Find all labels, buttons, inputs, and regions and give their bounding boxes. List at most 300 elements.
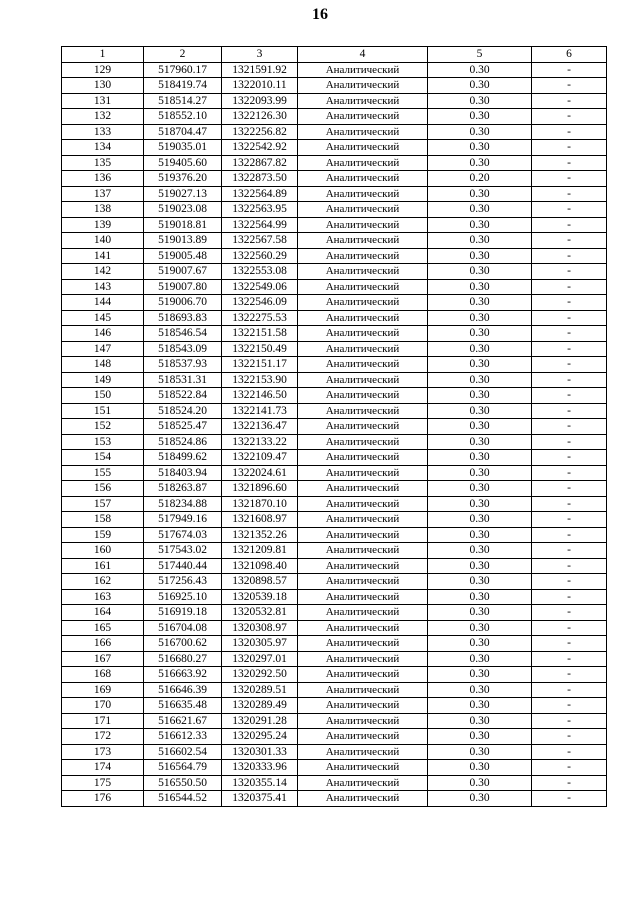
- y-coordinate-cell: 1321608.97: [222, 512, 298, 528]
- method-cell: Аналитический: [298, 388, 428, 404]
- table-row: [62, 217, 607, 233]
- accuracy-cell: 0.30: [428, 419, 532, 435]
- note-cell: -: [532, 78, 607, 94]
- table-row: [62, 620, 607, 636]
- accuracy-cell: 0.30: [428, 481, 532, 497]
- point-number-cell: 163: [62, 589, 144, 605]
- method-cell: Аналитический: [298, 279, 428, 295]
- note-cell: -: [532, 450, 607, 466]
- table-row: [62, 124, 607, 140]
- point-number-cell: 165: [62, 620, 144, 636]
- table-header-row: [62, 47, 607, 63]
- method-cell: Аналитический: [298, 326, 428, 342]
- point-number-cell: 166: [62, 636, 144, 652]
- accuracy-cell: 0.20: [428, 171, 532, 187]
- x-coordinate-cell: 516564.79: [144, 760, 222, 776]
- point-number-cell: 136: [62, 171, 144, 187]
- x-coordinate-cell: 516635.48: [144, 698, 222, 714]
- accuracy-cell: 0.30: [428, 341, 532, 357]
- x-coordinate-cell: 516646.39: [144, 682, 222, 698]
- accuracy-cell: 0.30: [428, 217, 532, 233]
- method-cell: Аналитический: [298, 651, 428, 667]
- table-row: [62, 233, 607, 249]
- x-coordinate-cell: 516544.52: [144, 791, 222, 807]
- note-cell: -: [532, 140, 607, 156]
- note-cell: -: [532, 388, 607, 404]
- method-cell: Аналитический: [298, 605, 428, 621]
- y-coordinate-cell: 1322564.99: [222, 217, 298, 233]
- y-coordinate-cell: 1322256.82: [222, 124, 298, 140]
- point-number-cell: 142: [62, 264, 144, 280]
- method-cell: Аналитический: [298, 109, 428, 125]
- table-row: [62, 326, 607, 342]
- note-cell: -: [532, 775, 607, 791]
- method-cell: Аналитический: [298, 481, 428, 497]
- accuracy-cell: 0.30: [428, 527, 532, 543]
- method-cell: Аналитический: [298, 775, 428, 791]
- y-coordinate-cell: 1322141.73: [222, 403, 298, 419]
- column-header: 1: [62, 47, 144, 63]
- accuracy-cell: 0.30: [428, 667, 532, 683]
- point-number-cell: 140: [62, 233, 144, 249]
- note-cell: -: [532, 109, 607, 125]
- table-row: [62, 698, 607, 714]
- point-number-cell: 157: [62, 496, 144, 512]
- y-coordinate-cell: 1322024.61: [222, 465, 298, 481]
- method-cell: Аналитический: [298, 589, 428, 605]
- table-row: [62, 264, 607, 280]
- y-coordinate-cell: 1322563.95: [222, 202, 298, 218]
- accuracy-cell: 0.30: [428, 589, 532, 605]
- point-number-cell: 132: [62, 109, 144, 125]
- x-coordinate-cell: 519007.67: [144, 264, 222, 280]
- point-number-cell: 137: [62, 186, 144, 202]
- table-row: [62, 279, 607, 295]
- x-coordinate-cell: 519006.70: [144, 295, 222, 311]
- x-coordinate-cell: 516550.50: [144, 775, 222, 791]
- accuracy-cell: 0.30: [428, 109, 532, 125]
- point-number-cell: 146: [62, 326, 144, 342]
- method-cell: Аналитический: [298, 78, 428, 94]
- note-cell: -: [532, 357, 607, 373]
- method-cell: Аналитический: [298, 574, 428, 590]
- table-row: [62, 295, 607, 311]
- y-coordinate-cell: 1320898.57: [222, 574, 298, 590]
- note-cell: -: [532, 202, 607, 218]
- table-row: [62, 760, 607, 776]
- note-cell: -: [532, 605, 607, 621]
- table-row: [62, 744, 607, 760]
- note-cell: -: [532, 419, 607, 435]
- note-cell: -: [532, 279, 607, 295]
- x-coordinate-cell: 518525.47: [144, 419, 222, 435]
- table-row: [62, 186, 607, 202]
- method-cell: Аналитический: [298, 295, 428, 311]
- table-row: [62, 341, 607, 357]
- x-coordinate-cell: 516663.92: [144, 667, 222, 683]
- accuracy-cell: 0.30: [428, 775, 532, 791]
- point-number-cell: 143: [62, 279, 144, 295]
- method-cell: Аналитический: [298, 341, 428, 357]
- y-coordinate-cell: 1322546.09: [222, 295, 298, 311]
- point-number-cell: 159: [62, 527, 144, 543]
- accuracy-cell: 0.30: [428, 233, 532, 249]
- y-coordinate-cell: 1320355.14: [222, 775, 298, 791]
- y-coordinate-cell: 1322567.58: [222, 233, 298, 249]
- y-coordinate-cell: 1321098.40: [222, 558, 298, 574]
- method-cell: Аналитический: [298, 434, 428, 450]
- y-coordinate-cell: 1322109.47: [222, 450, 298, 466]
- y-coordinate-cell: 1320308.97: [222, 620, 298, 636]
- accuracy-cell: 0.30: [428, 186, 532, 202]
- x-coordinate-cell: 516621.67: [144, 713, 222, 729]
- table-row: [62, 574, 607, 590]
- accuracy-cell: 0.30: [428, 93, 532, 109]
- y-coordinate-cell: 1322542.92: [222, 140, 298, 156]
- table-row: [62, 357, 607, 373]
- y-coordinate-cell: 1322146.50: [222, 388, 298, 404]
- x-coordinate-cell: 519405.60: [144, 155, 222, 171]
- note-cell: -: [532, 791, 607, 807]
- accuracy-cell: 0.30: [428, 543, 532, 559]
- note-cell: -: [532, 651, 607, 667]
- x-coordinate-cell: 518514.27: [144, 93, 222, 109]
- note-cell: -: [532, 372, 607, 388]
- table-row: [62, 651, 607, 667]
- table-row: [62, 434, 607, 450]
- method-cell: Аналитический: [298, 171, 428, 187]
- table-row: [62, 682, 607, 698]
- x-coordinate-cell: 519013.89: [144, 233, 222, 249]
- table-row: [62, 403, 607, 419]
- x-coordinate-cell: 519023.08: [144, 202, 222, 218]
- note-cell: -: [532, 186, 607, 202]
- x-coordinate-cell: 516700.62: [144, 636, 222, 652]
- accuracy-cell: 0.30: [428, 450, 532, 466]
- column-header: 2: [144, 47, 222, 63]
- table-row: [62, 605, 607, 621]
- method-cell: Аналитический: [298, 667, 428, 683]
- table-row: [62, 729, 607, 745]
- method-cell: Аналитический: [298, 512, 428, 528]
- note-cell: -: [532, 403, 607, 419]
- accuracy-cell: 0.30: [428, 605, 532, 621]
- method-cell: Аналитический: [298, 233, 428, 249]
- accuracy-cell: 0.30: [428, 620, 532, 636]
- method-cell: Аналитический: [298, 543, 428, 559]
- y-coordinate-cell: 1322151.17: [222, 357, 298, 373]
- note-cell: -: [532, 62, 607, 78]
- y-coordinate-cell: 1321352.26: [222, 527, 298, 543]
- table-row: [62, 171, 607, 187]
- method-cell: Аналитический: [298, 372, 428, 388]
- point-number-cell: 133: [62, 124, 144, 140]
- page-number: 16: [312, 6, 328, 23]
- point-number-cell: 138: [62, 202, 144, 218]
- table-row: [62, 62, 607, 78]
- point-number-cell: 160: [62, 543, 144, 559]
- accuracy-cell: 0.30: [428, 310, 532, 326]
- method-cell: Аналитический: [298, 713, 428, 729]
- x-coordinate-cell: 516680.27: [144, 651, 222, 667]
- note-cell: -: [532, 527, 607, 543]
- point-number-cell: 176: [62, 791, 144, 807]
- column-header: 3: [222, 47, 298, 63]
- method-cell: Аналитический: [298, 636, 428, 652]
- y-coordinate-cell: 1322093.99: [222, 93, 298, 109]
- method-cell: Аналитический: [298, 527, 428, 543]
- coordinates-table: [61, 46, 607, 807]
- accuracy-cell: 0.30: [428, 791, 532, 807]
- y-coordinate-cell: 1320333.96: [222, 760, 298, 776]
- method-cell: Аналитический: [298, 682, 428, 698]
- method-cell: Аналитический: [298, 403, 428, 419]
- y-coordinate-cell: 1322560.29: [222, 248, 298, 264]
- note-cell: -: [532, 682, 607, 698]
- point-number-cell: 156: [62, 481, 144, 497]
- table-row: [62, 465, 607, 481]
- column-header: 5: [428, 47, 532, 63]
- note-cell: -: [532, 760, 607, 776]
- table-row: [62, 450, 607, 466]
- method-cell: Аналитический: [298, 155, 428, 171]
- y-coordinate-cell: 1321870.10: [222, 496, 298, 512]
- point-number-cell: 167: [62, 651, 144, 667]
- y-coordinate-cell: 1320539.18: [222, 589, 298, 605]
- table-row: [62, 419, 607, 435]
- accuracy-cell: 0.30: [428, 574, 532, 590]
- x-coordinate-cell: 518524.20: [144, 403, 222, 419]
- note-cell: -: [532, 434, 607, 450]
- y-coordinate-cell: 1322873.50: [222, 171, 298, 187]
- method-cell: Аналитический: [298, 248, 428, 264]
- note-cell: -: [532, 310, 607, 326]
- accuracy-cell: 0.30: [428, 357, 532, 373]
- table-row: [62, 496, 607, 512]
- point-number-cell: 171: [62, 713, 144, 729]
- accuracy-cell: 0.30: [428, 62, 532, 78]
- x-coordinate-cell: 516919.18: [144, 605, 222, 621]
- y-coordinate-cell: 1322010.11: [222, 78, 298, 94]
- method-cell: Аналитический: [298, 93, 428, 109]
- accuracy-cell: 0.30: [428, 326, 532, 342]
- table-row: [62, 78, 607, 94]
- point-number-cell: 169: [62, 682, 144, 698]
- method-cell: Аналитический: [298, 465, 428, 481]
- x-coordinate-cell: 518543.09: [144, 341, 222, 357]
- note-cell: -: [532, 326, 607, 342]
- note-cell: -: [532, 589, 607, 605]
- x-coordinate-cell: 517256.43: [144, 574, 222, 590]
- x-coordinate-cell: 518531.31: [144, 372, 222, 388]
- accuracy-cell: 0.30: [428, 295, 532, 311]
- x-coordinate-cell: 519035.01: [144, 140, 222, 156]
- x-coordinate-cell: 516704.08: [144, 620, 222, 636]
- point-number-cell: 170: [62, 698, 144, 714]
- point-number-cell: 161: [62, 558, 144, 574]
- accuracy-cell: 0.30: [428, 279, 532, 295]
- accuracy-cell: 0.30: [428, 78, 532, 94]
- x-coordinate-cell: 518234.88: [144, 496, 222, 512]
- note-cell: -: [532, 496, 607, 512]
- note-cell: -: [532, 558, 607, 574]
- x-coordinate-cell: 518693.83: [144, 310, 222, 326]
- method-cell: Аналитический: [298, 310, 428, 326]
- method-cell: Аналитический: [298, 202, 428, 218]
- note-cell: -: [532, 124, 607, 140]
- y-coordinate-cell: 1322564.89: [222, 186, 298, 202]
- table-row: [62, 155, 607, 171]
- note-cell: -: [532, 465, 607, 481]
- x-coordinate-cell: 518522.84: [144, 388, 222, 404]
- x-coordinate-cell: 516602.54: [144, 744, 222, 760]
- point-number-cell: 145: [62, 310, 144, 326]
- method-cell: Аналитический: [298, 140, 428, 156]
- point-number-cell: 144: [62, 295, 144, 311]
- method-cell: Аналитический: [298, 791, 428, 807]
- point-number-cell: 130: [62, 78, 144, 94]
- point-number-cell: 139: [62, 217, 144, 233]
- method-cell: Аналитический: [298, 264, 428, 280]
- method-cell: Аналитический: [298, 62, 428, 78]
- point-number-cell: 151: [62, 403, 144, 419]
- y-coordinate-cell: 1322549.06: [222, 279, 298, 295]
- y-coordinate-cell: 1321209.81: [222, 543, 298, 559]
- note-cell: -: [532, 233, 607, 249]
- note-cell: -: [532, 543, 607, 559]
- note-cell: -: [532, 574, 607, 590]
- x-coordinate-cell: 517949.16: [144, 512, 222, 528]
- y-coordinate-cell: 1321896.60: [222, 481, 298, 497]
- point-number-cell: 162: [62, 574, 144, 590]
- method-cell: Аналитический: [298, 496, 428, 512]
- point-number-cell: 158: [62, 512, 144, 528]
- accuracy-cell: 0.30: [428, 140, 532, 156]
- x-coordinate-cell: 518419.74: [144, 78, 222, 94]
- table-row: [62, 775, 607, 791]
- method-cell: Аналитический: [298, 620, 428, 636]
- method-cell: Аналитический: [298, 419, 428, 435]
- method-cell: Аналитический: [298, 217, 428, 233]
- point-number-cell: 174: [62, 760, 144, 776]
- accuracy-cell: 0.30: [428, 388, 532, 404]
- accuracy-cell: 0.30: [428, 124, 532, 140]
- accuracy-cell: 0.30: [428, 264, 532, 280]
- y-coordinate-cell: 1320301.33: [222, 744, 298, 760]
- x-coordinate-cell: 519005.48: [144, 248, 222, 264]
- note-cell: -: [532, 248, 607, 264]
- note-cell: -: [532, 481, 607, 497]
- y-coordinate-cell: 1321591.92: [222, 62, 298, 78]
- x-coordinate-cell: 519376.20: [144, 171, 222, 187]
- table-row: [62, 713, 607, 729]
- accuracy-cell: 0.30: [428, 496, 532, 512]
- y-coordinate-cell: 1322151.58: [222, 326, 298, 342]
- x-coordinate-cell: 518546.54: [144, 326, 222, 342]
- column-header: 6: [532, 47, 607, 63]
- x-coordinate-cell: 516612.33: [144, 729, 222, 745]
- method-cell: Аналитический: [298, 357, 428, 373]
- accuracy-cell: 0.30: [428, 558, 532, 574]
- table-row: [62, 109, 607, 125]
- accuracy-cell: 0.30: [428, 744, 532, 760]
- y-coordinate-cell: 1320289.51: [222, 682, 298, 698]
- point-number-cell: 135: [62, 155, 144, 171]
- accuracy-cell: 0.30: [428, 760, 532, 776]
- table-row: [62, 667, 607, 683]
- x-coordinate-cell: 519027.13: [144, 186, 222, 202]
- y-coordinate-cell: 1322867.82: [222, 155, 298, 171]
- accuracy-cell: 0.30: [428, 698, 532, 714]
- x-coordinate-cell: 519018.81: [144, 217, 222, 233]
- x-coordinate-cell: 518552.10: [144, 109, 222, 125]
- note-cell: -: [532, 744, 607, 760]
- note-cell: -: [532, 620, 607, 636]
- x-coordinate-cell: 518704.47: [144, 124, 222, 140]
- table-row: [62, 140, 607, 156]
- method-cell: Аналитический: [298, 450, 428, 466]
- x-coordinate-cell: 518263.87: [144, 481, 222, 497]
- point-number-cell: 168: [62, 667, 144, 683]
- point-number-cell: 149: [62, 372, 144, 388]
- note-cell: -: [532, 729, 607, 745]
- table-row: [62, 481, 607, 497]
- point-number-cell: 134: [62, 140, 144, 156]
- accuracy-cell: 0.30: [428, 372, 532, 388]
- note-cell: -: [532, 295, 607, 311]
- method-cell: Аналитический: [298, 186, 428, 202]
- point-number-cell: 150: [62, 388, 144, 404]
- x-coordinate-cell: 517440.44: [144, 558, 222, 574]
- accuracy-cell: 0.30: [428, 713, 532, 729]
- x-coordinate-cell: 516925.10: [144, 589, 222, 605]
- accuracy-cell: 0.30: [428, 202, 532, 218]
- y-coordinate-cell: 1320305.97: [222, 636, 298, 652]
- note-cell: -: [532, 171, 607, 187]
- point-number-cell: 129: [62, 62, 144, 78]
- x-coordinate-cell: 518537.93: [144, 357, 222, 373]
- x-coordinate-cell: 518499.62: [144, 450, 222, 466]
- table-row: [62, 93, 607, 109]
- note-cell: -: [532, 667, 607, 683]
- y-coordinate-cell: 1320532.81: [222, 605, 298, 621]
- note-cell: -: [532, 713, 607, 729]
- table-row: [62, 543, 607, 559]
- table-row: [62, 372, 607, 388]
- y-coordinate-cell: 1320295.24: [222, 729, 298, 745]
- table-row: [62, 388, 607, 404]
- accuracy-cell: 0.30: [428, 248, 532, 264]
- table-body: [62, 62, 607, 806]
- point-number-cell: 148: [62, 357, 144, 373]
- y-coordinate-cell: 1322150.49: [222, 341, 298, 357]
- y-coordinate-cell: 1320292.50: [222, 667, 298, 683]
- note-cell: -: [532, 217, 607, 233]
- y-coordinate-cell: 1322126.30: [222, 109, 298, 125]
- y-coordinate-cell: 1322153.90: [222, 372, 298, 388]
- table-row: [62, 248, 607, 264]
- y-coordinate-cell: 1322275.53: [222, 310, 298, 326]
- note-cell: -: [532, 341, 607, 357]
- y-coordinate-cell: 1320297.01: [222, 651, 298, 667]
- x-coordinate-cell: 518403.94: [144, 465, 222, 481]
- method-cell: Аналитический: [298, 698, 428, 714]
- y-coordinate-cell: 1322133.22: [222, 434, 298, 450]
- point-number-cell: 164: [62, 605, 144, 621]
- method-cell: Аналитический: [298, 558, 428, 574]
- x-coordinate-cell: 517960.17: [144, 62, 222, 78]
- table-row: [62, 202, 607, 218]
